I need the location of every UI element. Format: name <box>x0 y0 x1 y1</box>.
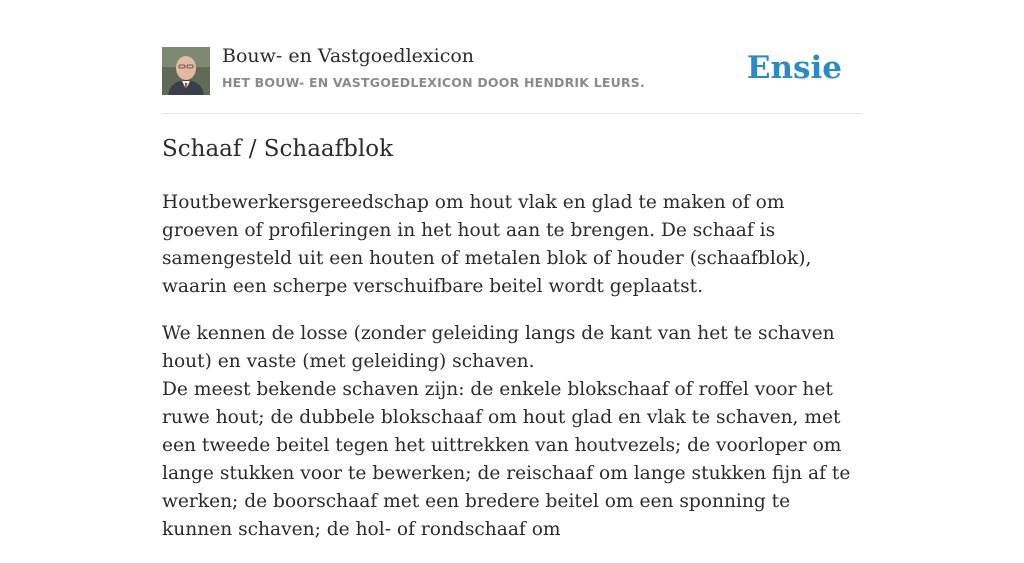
definition-text: We kennen de losse (zonder geleiding langs de kant van het te schaven hout) en vaste (met geleiding) schaven. <box>162 323 835 372</box>
person-icon <box>162 47 210 95</box>
definition-paragraph: Houtbewerkersgereedschap om hout vlak en glad te maken of om groeven of profileringen in het hout aan te brengen. De schaaf is samengesteld uit een houten of metalen blok of houder (schaafblok), waarin een scherpe verschuifbare beitel wordt geplaatst. <box>162 192 812 297</box>
source-header <box>162 0 862 114</box>
page-title: Schaaf / Schaafblok <box>162 136 394 162</box>
definition-body <box>162 189 862 563</box>
definition-paragraph <box>162 320 862 544</box>
page-container <box>162 0 862 540</box>
author-avatar[interactable] <box>162 47 210 95</box>
definition-text: De meest bekende schaven zijn: de enkele blokschaaf of roffel voor het ruwe hout; de dubbele blokschaaf om hout glad en vlak te schaven, met een tweede beitel tegen het uittrekken van houtvezels; de voorloper om lange stukken voor te bewerken; de reischaaf om lange stukken fijn af te werken; de boorschaaf met een bredere beitel om een sponning te kunnen schaven; de hol- of rondschaaf om <box>162 379 851 540</box>
source-name[interactable]: Bouw- en Vastgoedlexicon <box>222 45 475 67</box>
source-subtitle: HET BOUW- EN VASTGOEDLEXICON DOOR HENDRIK LEURS. <box>222 75 645 90</box>
ensie-logo[interactable]: Ensie <box>746 50 842 86</box>
